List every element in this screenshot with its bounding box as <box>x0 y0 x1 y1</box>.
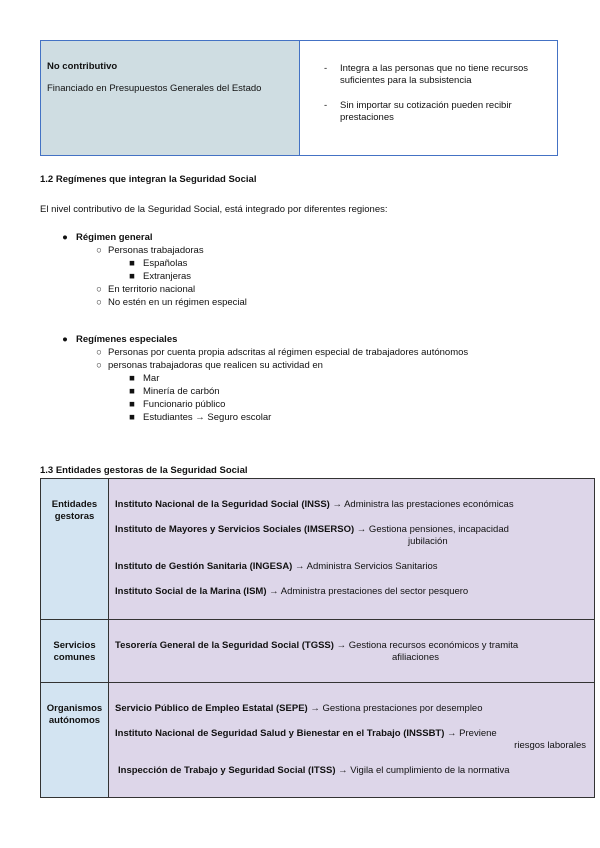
list-item: Instituto Social de la Marina (ISM) → Administra prestaciones del sector pesquero <box>115 585 469 597</box>
list-item: ■ Extranjeras <box>58 271 578 284</box>
circle-icon: ○ <box>96 297 102 308</box>
row-label: Entidades gestoras <box>41 479 109 619</box>
row-content <box>109 683 594 797</box>
list-item: ○ No estén en un régimen especial <box>58 297 578 310</box>
row-content <box>109 479 594 619</box>
list-item: Instituto Nacional de la Seguridad Social (INSS) → Administra las prestaciones económicas <box>115 499 514 510</box>
bullet-icon: ● <box>62 334 68 345</box>
list-item: ○ personas trabajadoras que realicen su actividad en <box>58 360 588 373</box>
square-icon: ■ <box>129 258 135 269</box>
top-table <box>40 40 558 156</box>
list-item: Instituto Nacional de Seguridad Salud y Bienestar en el Trabajo (INSSBT) → Previene riesgos laborales <box>115 727 586 751</box>
list-item: Inspección de Trabajo y Seguridad Social (ITSS) → Vigila el cumplimiento de la normativa <box>118 764 510 776</box>
bullet-icon: ● <box>62 232 68 243</box>
left-text: Financiado en Presupuestos Generales del Estado <box>47 82 262 94</box>
list-item: - Integra a las personas que no tiene recursos suficientes para la subsistencia <box>324 63 529 86</box>
list-item: - Sin importar su cotización pueden recibir prestaciones <box>324 99 512 123</box>
section-intro: El nivel contributivo de la Seguridad Social, está integrado por diferentes regiones: <box>40 204 388 215</box>
circle-icon: ○ <box>96 245 102 256</box>
square-icon: ■ <box>129 399 135 410</box>
section-heading: 1.2 Regímenes que integran la Seguridad Social <box>40 174 257 185</box>
row-content <box>109 620 594 682</box>
list-item: ■ Mar <box>58 373 588 386</box>
square-icon: ■ <box>129 271 135 282</box>
list-item: ● Regímenes especiales <box>58 334 588 347</box>
square-icon: ■ <box>129 412 135 423</box>
row-label: Organismos autónomos <box>41 683 109 797</box>
table-row <box>41 683 594 797</box>
table-row <box>41 479 594 620</box>
list-item: ○ Personas por cuenta propia adscritas al régimen especial de trabajadores autónomos <box>58 347 588 360</box>
left-title: No contributivo <box>47 61 118 72</box>
circle-icon: ○ <box>96 284 102 295</box>
list-item: ● Régimen general <box>58 232 578 245</box>
table-row <box>41 620 594 683</box>
regimenes-especiales-list <box>58 334 588 425</box>
square-icon: ■ <box>129 373 135 384</box>
row-label: Servicios comunes <box>41 620 109 682</box>
list-item: ■ Estudiantes → Seguro escolar <box>58 412 588 425</box>
section-heading: 1.3 Entidades gestoras de la Seguridad Social <box>40 465 248 476</box>
square-icon: ■ <box>129 386 135 397</box>
circle-icon: ○ <box>96 347 102 358</box>
entities-table <box>40 478 595 798</box>
list-item: Servicio Público de Empleo Estatal (SEPE) → Gestiona prestaciones por desempleo <box>115 703 483 714</box>
list-item: Tesorería General de la Seguridad Social (TGSS) → Gestiona recursos económicos y tramita afiliaciones <box>115 640 519 663</box>
list-item: ■ Funcionario público <box>58 399 588 412</box>
list-item: ○ En territorio nacional <box>58 284 578 297</box>
list-item: Instituto de Mayores y Servicios Sociales (IMSERSO) → Gestiona pensiones, incapacidad jubilación <box>115 523 509 547</box>
list-item: ■ Minería de carbón <box>58 386 588 399</box>
list-item: Instituto de Gestión Sanitaria (INGESA) → Administra Servicios Sanitarios <box>115 560 438 572</box>
list-item: ○ Personas trabajadoras <box>58 245 578 258</box>
top-table-right-cell <box>300 41 557 155</box>
top-table-left-cell <box>41 41 300 155</box>
circle-icon: ○ <box>96 360 102 371</box>
list-item: ■ Españolas <box>58 258 578 271</box>
regimen-general-list <box>58 232 578 310</box>
